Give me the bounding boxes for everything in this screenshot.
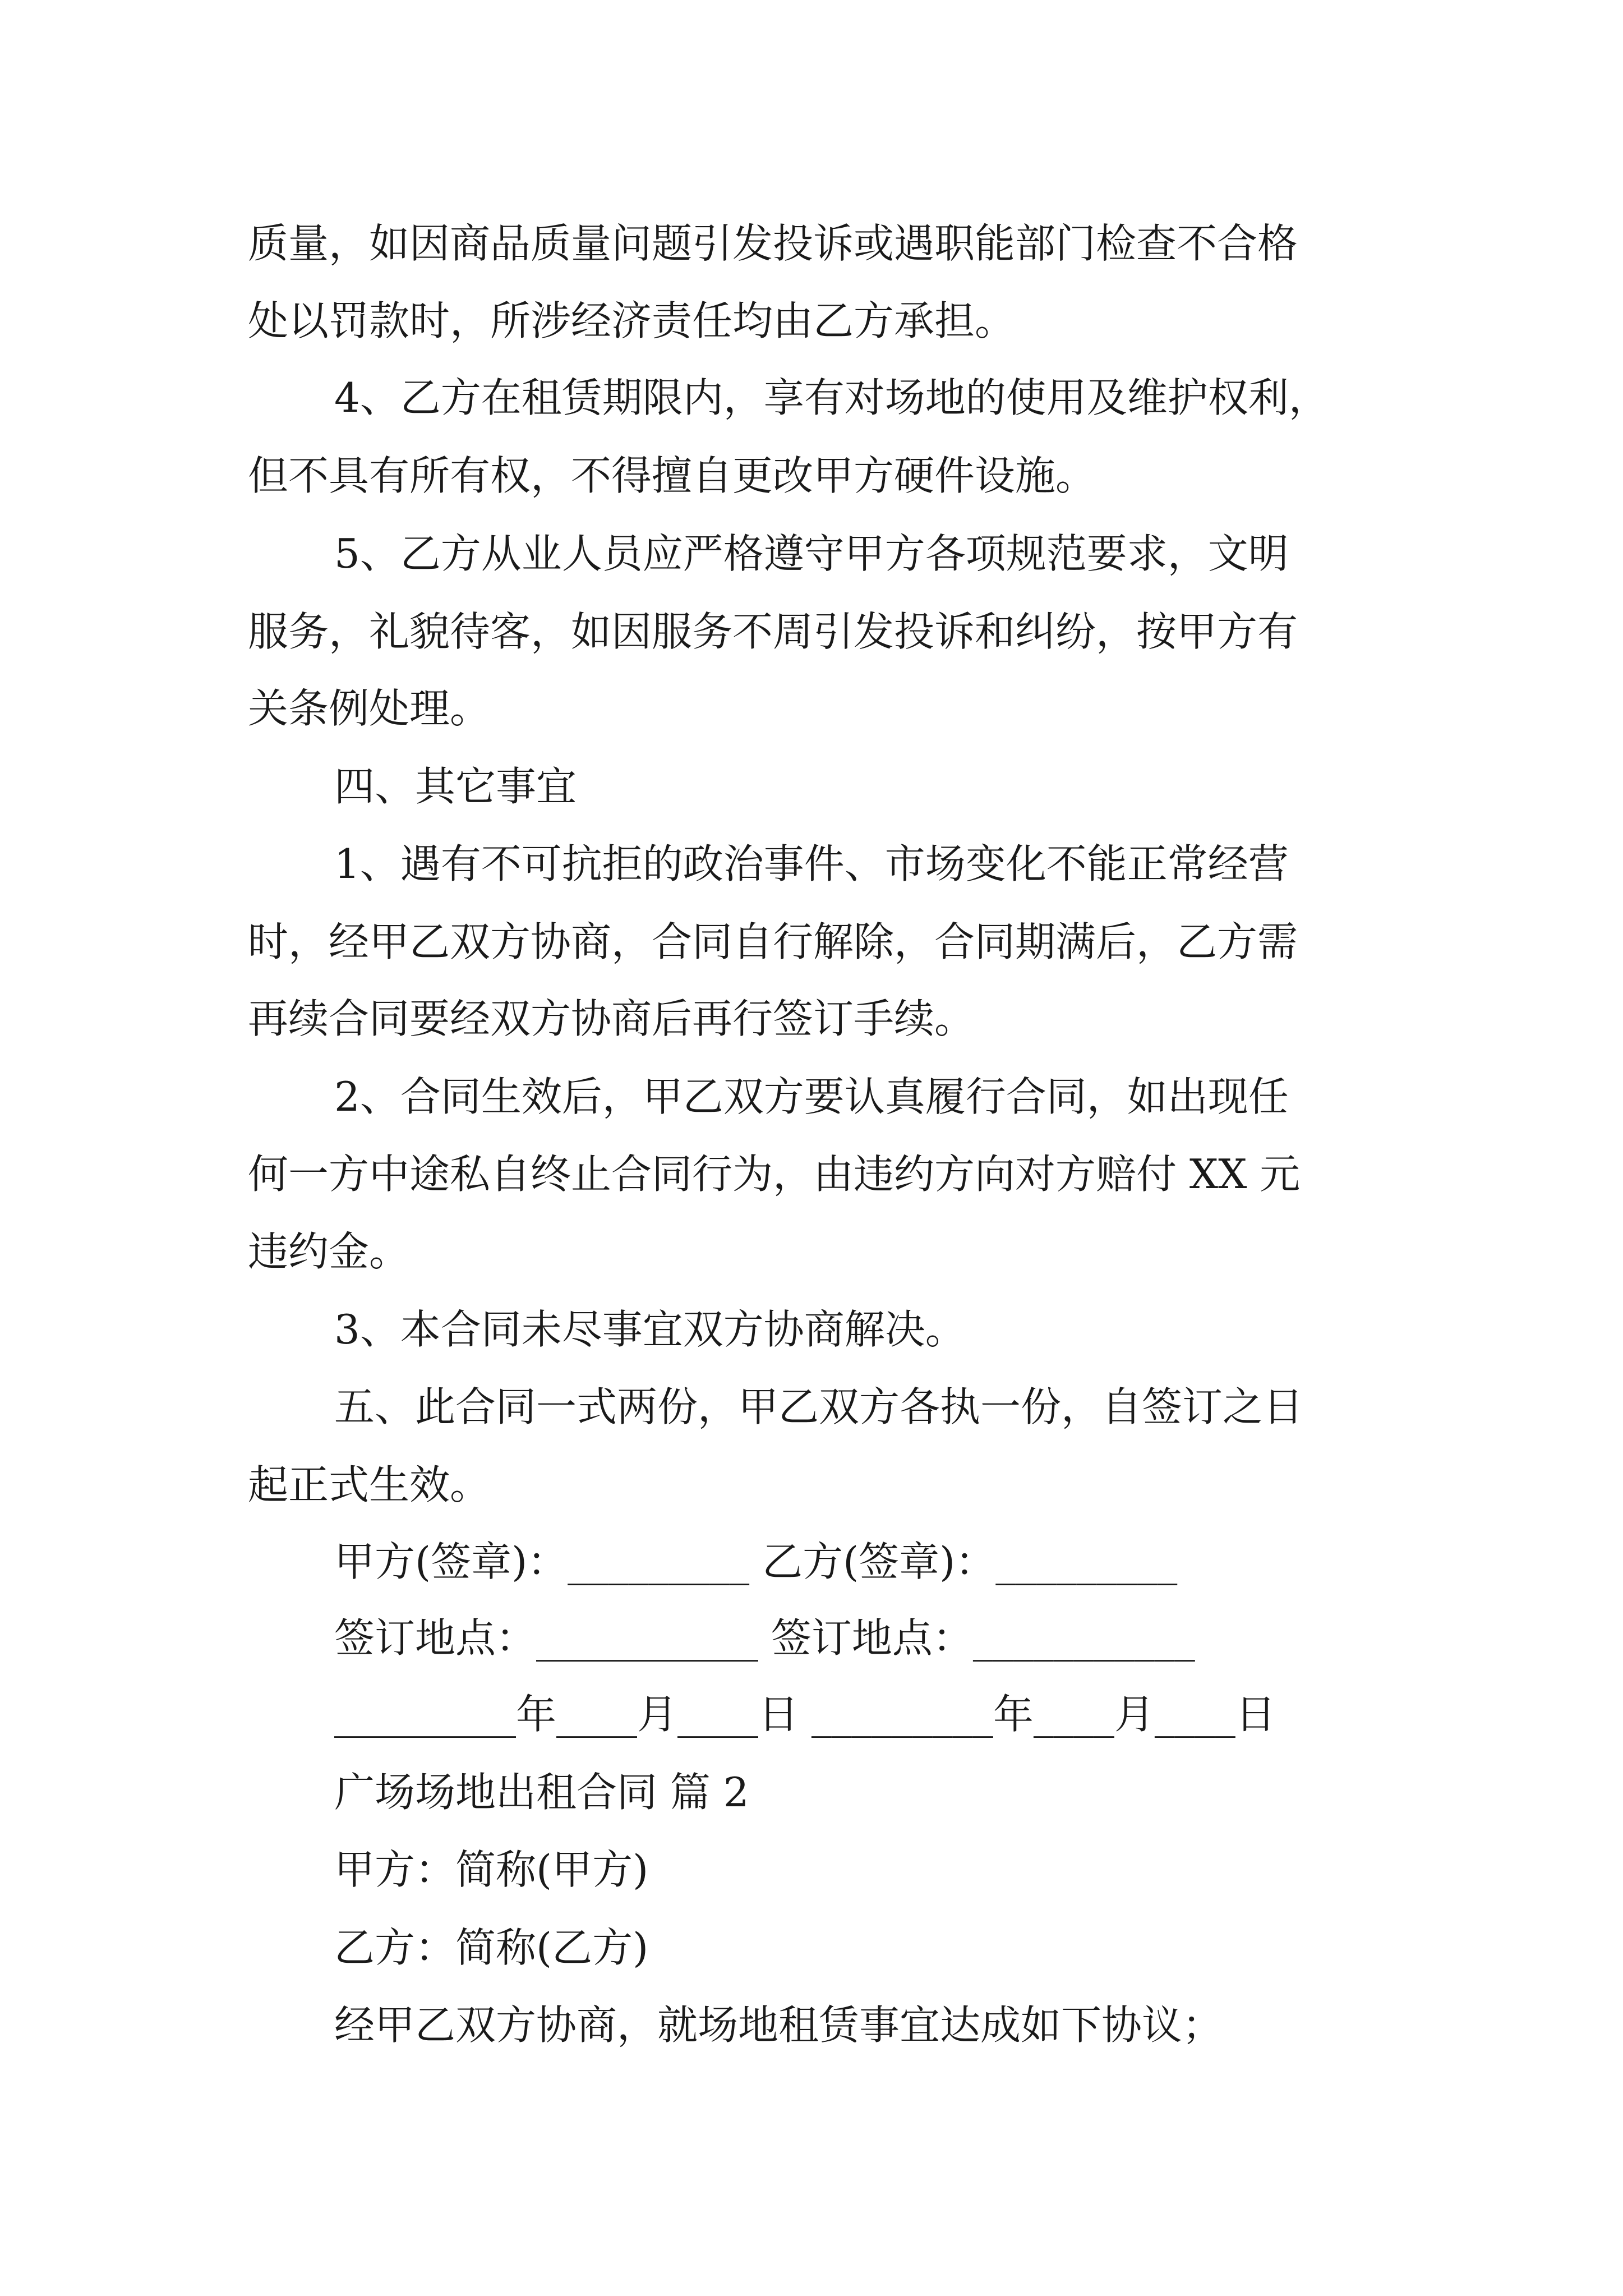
paragraph-line: 何一方中途私自终止合同行为，由违约方向对方赔付 XX 元	[248, 1151, 1301, 1198]
paragraph-line: 5、乙方从业人员应严格遵守甲方各项规范要求，文明	[334, 530, 1289, 577]
party-a-line: 甲方：简称(甲方)	[334, 1846, 649, 1893]
paragraph-line: 关条例处理。	[248, 685, 491, 732]
paragraph-line: 3、本合同未尽事宜双方协商解决。	[334, 1306, 966, 1353]
paragraph-line: 处以罚款时，所涉经济责任均由乙方承担。	[248, 297, 1016, 344]
date-line: _________年____月____日 _________年____月____日	[334, 1691, 1276, 1738]
signature-line: 甲方(签章)：_________ 乙方(签章)：_________	[334, 1538, 1178, 1585]
paragraph-line: 质量，如因商品质量问题引发投诉或遇职能部门检查不合格	[248, 220, 1298, 267]
paragraph-line: 五、此合同一式两份，甲乙双方各执一份，自签订之日	[334, 1383, 1304, 1430]
paragraph-line: 1、遇有不可抗拒的政治事件、市场变化不能正常经营	[334, 840, 1289, 887]
paragraph-line: 起正式生效。	[248, 1461, 491, 1508]
section-heading: 四、其它事宜	[334, 763, 577, 810]
paragraph-line: 经甲乙双方协商，就场地租赁事宜达成如下协议；	[334, 2001, 1223, 2049]
contract-title: 广场场地出租合同 篇 2	[334, 1769, 749, 1816]
paragraph-line: 再续合同要经双方协商后再行签订手续。	[248, 995, 975, 1042]
paragraph-line: 但不具有所有权，不得擅自更改甲方硬件设施。	[248, 452, 1096, 499]
paragraph-line: 违约金。	[248, 1228, 410, 1275]
paragraph-line: 服务，礼貌待客，如因服务不周引发投诉和纠纷，按甲方有	[248, 608, 1298, 655]
paragraph-line: 2、合同生效后，甲乙双方要认真履行合同，如出现任	[334, 1073, 1289, 1120]
paragraph-line: 时，经甲乙双方协商，合同自行解除，合同期满后，乙方需	[248, 918, 1298, 965]
signing-place-line: 签订地点：___________ 签订地点：___________	[334, 1614, 1195, 1662]
paragraph-line: 4、乙方在租赁期限内，享有对场地的使用及维护权利，	[334, 374, 1329, 421]
party-b-line: 乙方：简称(乙方)	[334, 1924, 649, 1971]
